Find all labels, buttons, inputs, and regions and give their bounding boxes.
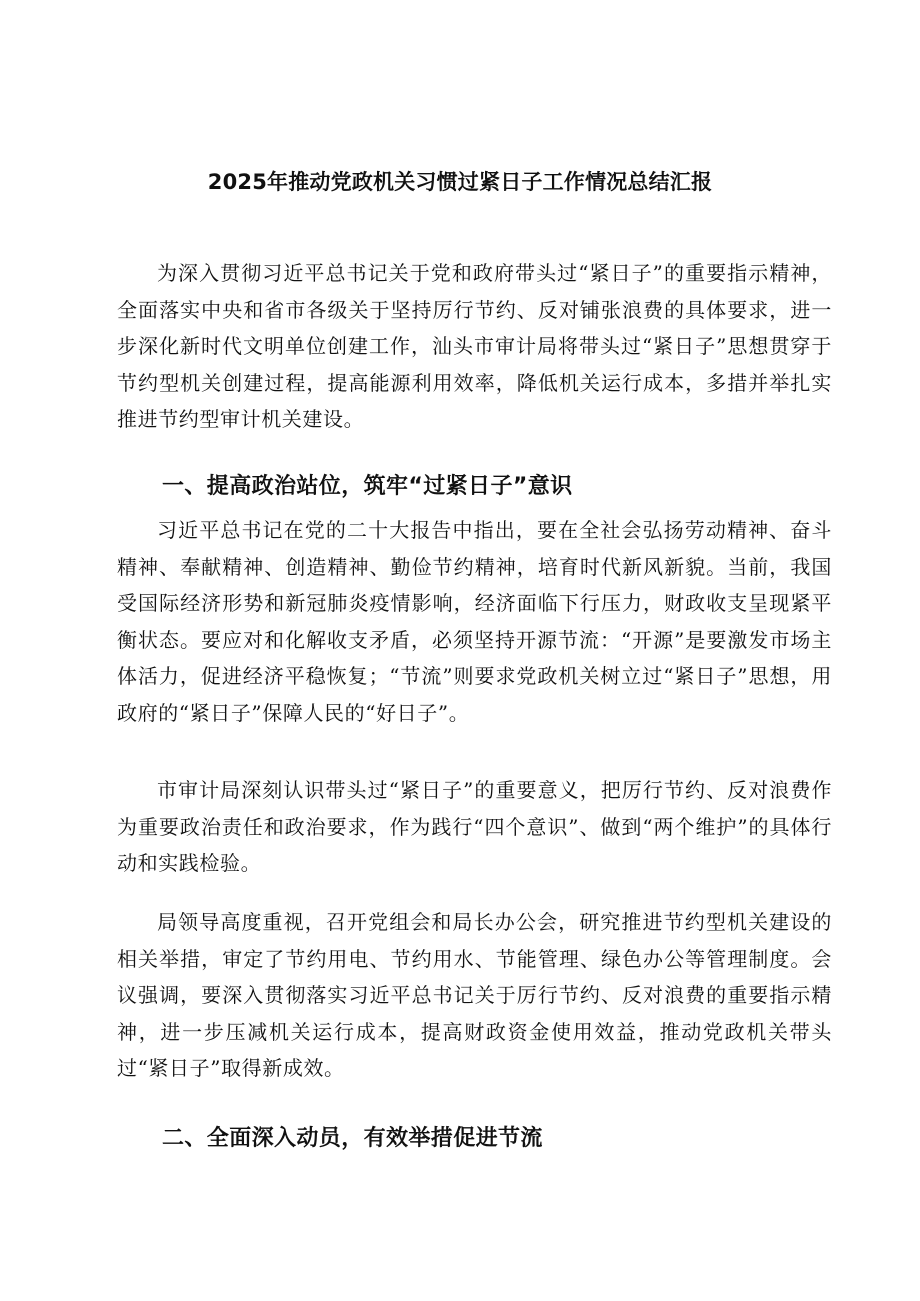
paragraph-political-stance: 习近平总书记在党的二十大报告中指出，要在全社会弘扬劳动精神、奋斗精神、奉献精神、创造精神、勤俭节约精神，培育时代新风新貌。当前，我国受国际经济形势和新冠肺炎疫情影响，经济面临下行压力，财政收支呈现紧平衡状态。要应对和化解收支矛盾，必须坚持开源节流：“开源”是要激发市场主体活力，促进经济平稳恢复；“节流”则要求党政机关树立过“紧日子”思想，用政府的“紧日子”保障人民的“好日子”。 [117,518,832,725]
paragraph-leadership: 局领导高度重视，召开党组会和局长办公会，研究推进节约型机关建设的相关举措，审定了节约用电、节约用水、节能管理、绿色办公等管理制度。会议强调，要深入贯彻落实习近平总书记关于厉行节约、反对浪费的重要指示精神，进一步压减机关运行成本，提高财政资金使用效益，推动党政机关带头过“紧日子”取得新成效。 [117,910,832,1080]
paragraph-intro: 为深入贯彻习近平总书记关于党和政府带头过“紧日子”的重要指示精神，全面落实中央和省市各级关于坚持厉行节约、反对铺张浪费的具体要求，进一步深化新时代文明单位创建工作，汕头市审计局将带头过“紧日子”思想贯穿于节约型机关创建过程，提高能源利用效率，降低机关运行成本，多措并举扎实推进节约型审计机关建设。 [117,261,832,431]
section-heading-1: 一、提高政治站位，筑牢“过紧日子”意识 [162,474,573,499]
paragraph-significance: 市审计局深刻认识带头过“紧日子”的重要意义，把厉行节约、反对浪费作为重要政治责任和政治要求，作为践行“四个意识”、做到“两个维护”的具体行动和实践检验。 [117,778,832,875]
document-title: 2025年推动党政机关习惯过紧日子工作情况总结汇报 [207,170,713,194]
section-heading-2: 二、全面深入动员，有效举措促进节流 [162,1126,543,1151]
